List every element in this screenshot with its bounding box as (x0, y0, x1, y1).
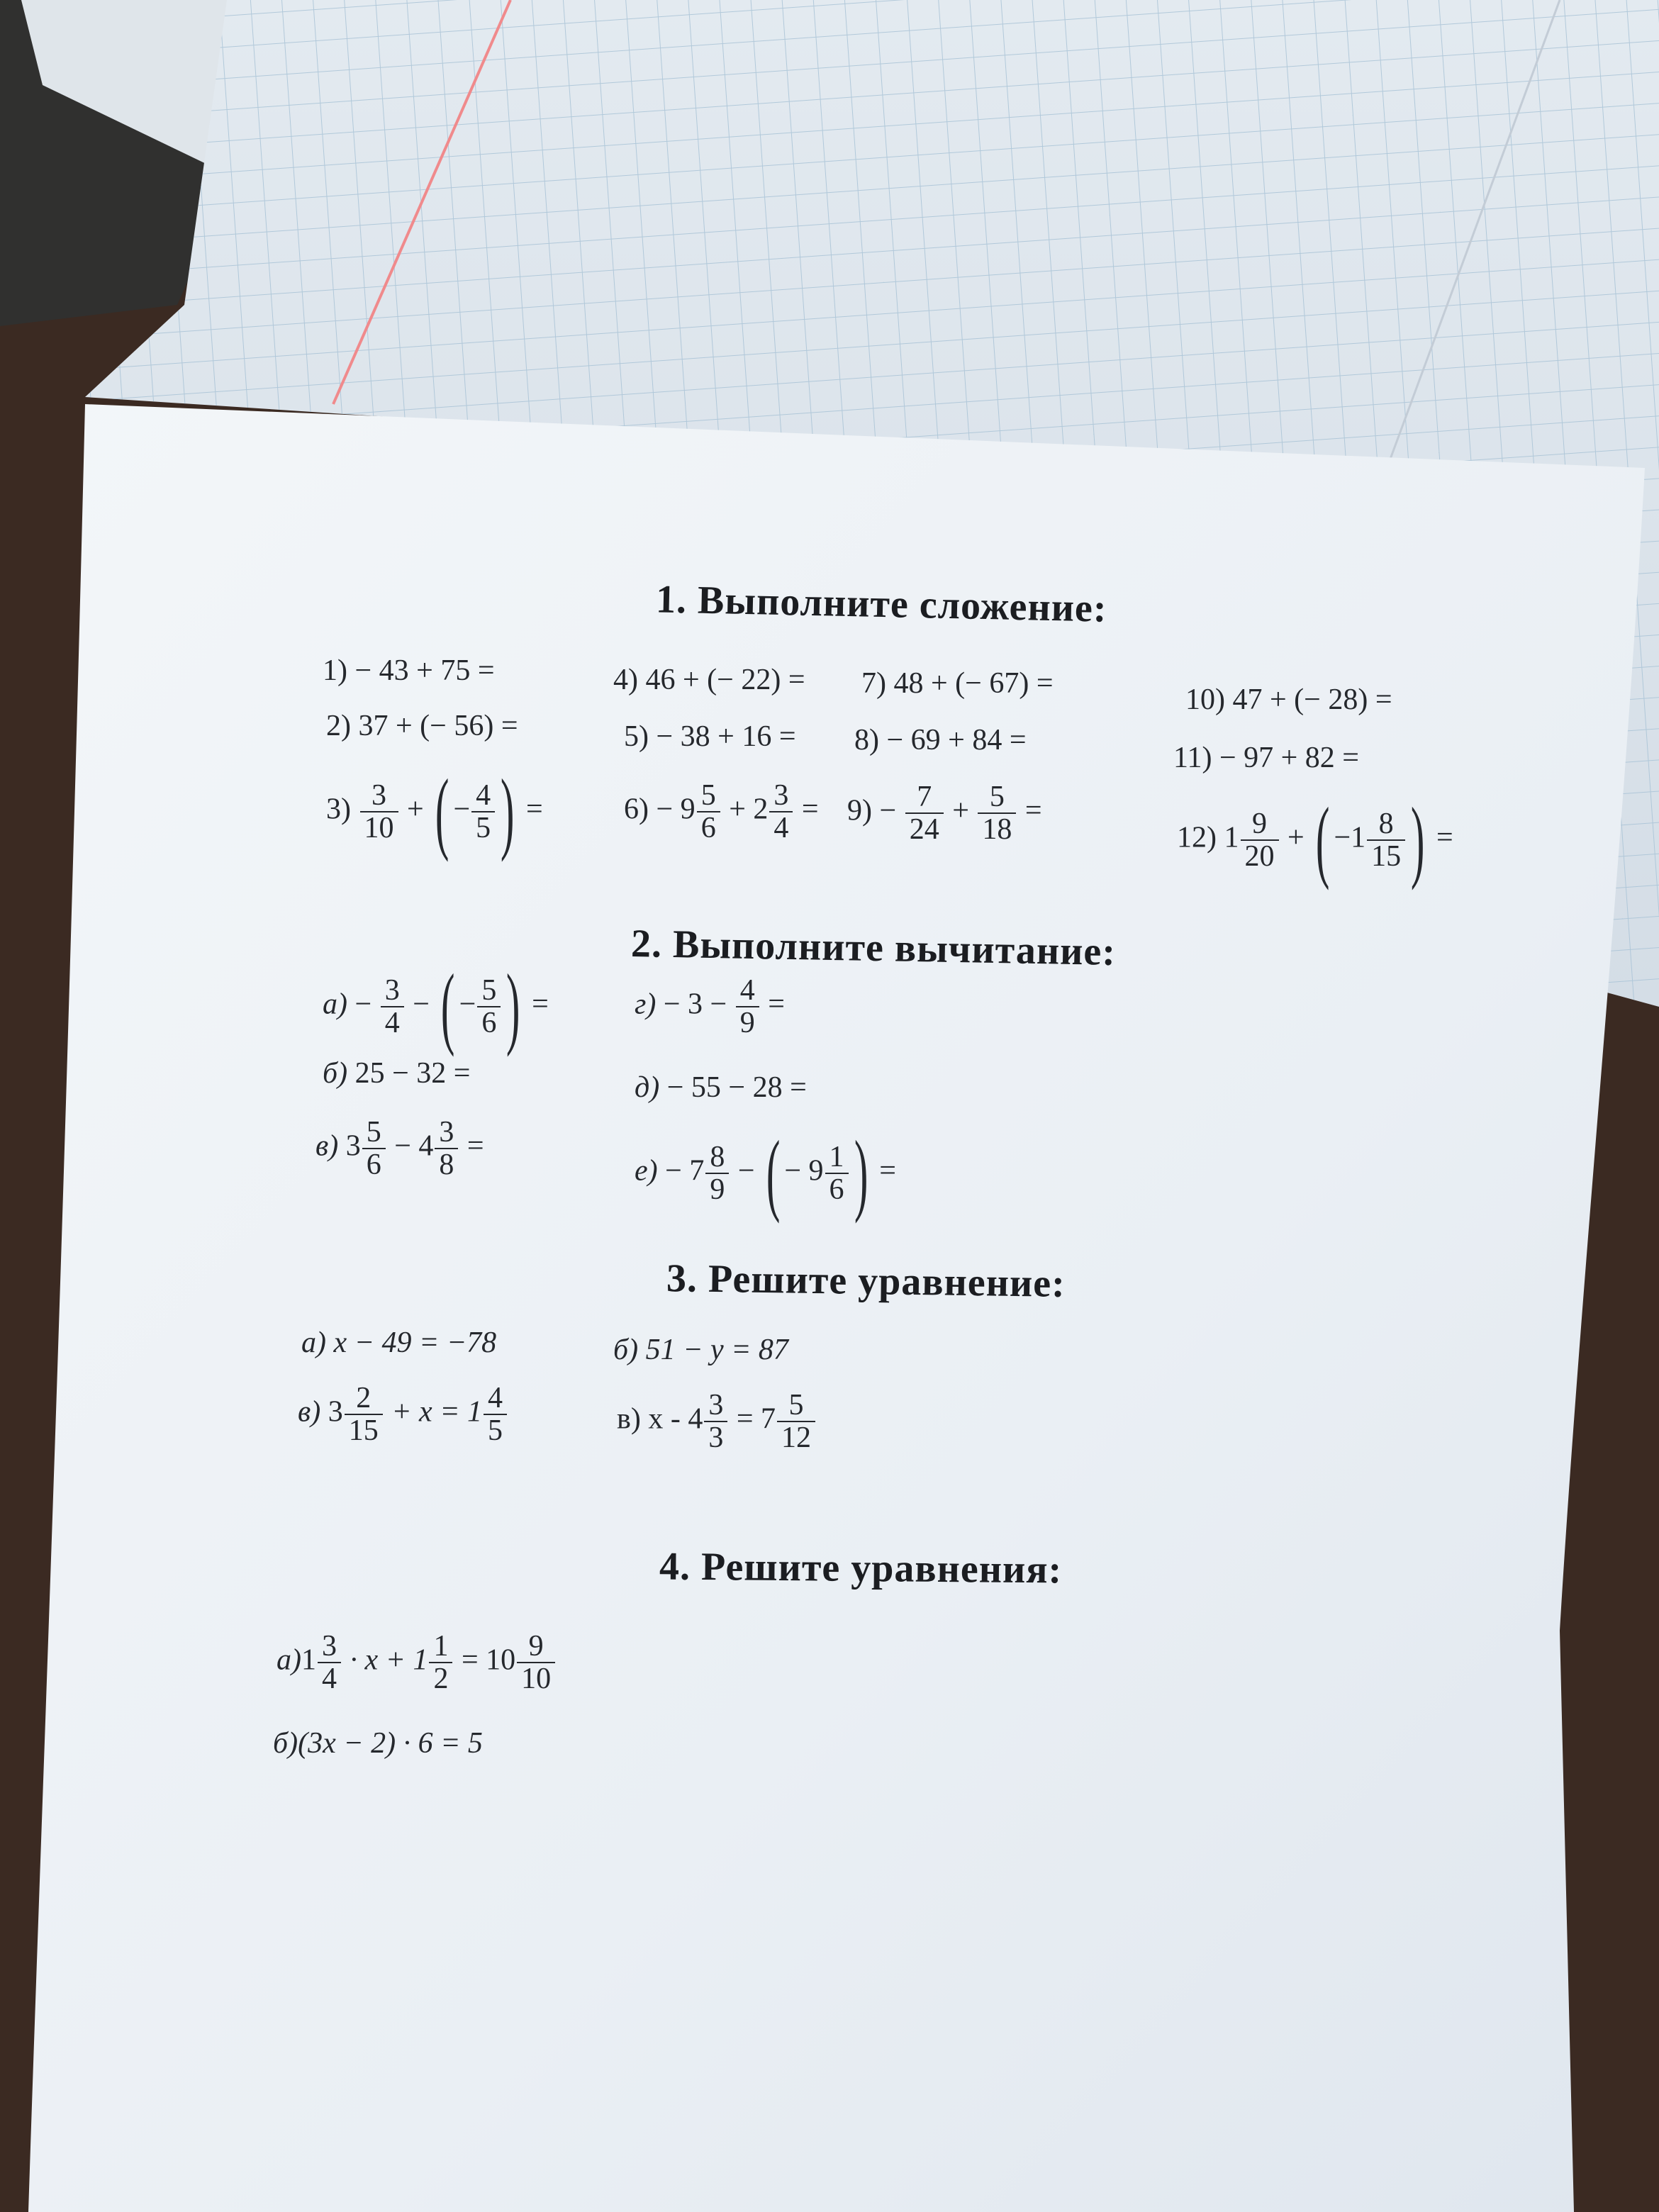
task-1-5: 5) − 38 + 16 = (624, 720, 796, 753)
fraction: $\frac{5}{6}$ (697, 780, 720, 844)
fraction: $\frac{8}{9}$ (705, 1141, 729, 1205)
task-1-4: 4) 46 + (− 22) = (613, 664, 805, 696)
fraction: $\frac{9}{20}$ (1241, 808, 1279, 872)
fraction: $\frac{3}{3}$ (704, 1390, 727, 1453)
fraction: $\frac{5}{6}$ (477, 975, 501, 1039)
task-3-v1: в) 3 $\frac{2}{15}$ + x = 1 $\frac{4}{5}$ (298, 1382, 508, 1446)
task-1-9: 9) − $\frac{7}{24}$ + $\frac{5}{18}$ = (847, 781, 1042, 847)
section-3-title: 3. Решите уравнение: (666, 1256, 1066, 1306)
fraction: $\frac{9}{10}$ (517, 1631, 555, 1694)
task-1-8: 8) − 69 + 84 = (854, 724, 1027, 756)
fraction: $\frac{3}{4}$ (318, 1631, 341, 1694)
fraction: $\frac{8}{15}$ (1367, 808, 1405, 872)
task-1-2: 2) 37 + (− 56) = (326, 710, 518, 742)
task-4-a: а)1 $\frac{3}{4}$ · x + 1 $\frac{1}{2}$ = 10 $\frac{9}{10}$ (276, 1631, 557, 1694)
fraction: $\frac{2}{15}$ (345, 1382, 383, 1446)
task-1-6: 6) − 9 $\frac{5}{6}$ + 2 $\frac{3}{4}$ = (624, 779, 819, 845)
section-1-title: 1. Выполните сложение: (655, 577, 1108, 631)
task-3-v2: в) x - 4 $\frac{3}{3}$ = 7 $\frac{5}{12}$ (617, 1390, 817, 1453)
task-1-12: 12) 1 $\frac{9}{20}$ + ( −1 $\frac{8}{15}$ ) = (1177, 789, 1453, 891)
task-4-b: б)(3x − 2) · 6 = 5 (273, 1727, 483, 1760)
fraction: $\frac{1}{2}$ (429, 1631, 452, 1694)
fraction: $\frac{3}{4}$ (769, 780, 793, 844)
fraction: $\frac{3}{10}$ (360, 780, 398, 844)
task-2-b: б) 25 − 32 = (323, 1057, 471, 1090)
task-3-a: а) x − 49 = −78 (301, 1326, 497, 1359)
task-2-v: в) 3 $\frac{5}{6}$ − 4 $\frac{3}{8}$ = (315, 1116, 484, 1182)
fraction: $\frac{4}{5}$ (471, 780, 495, 844)
fraction: $\frac{5}{12}$ (777, 1390, 815, 1453)
fraction: $\frac{4}{9}$ (736, 975, 759, 1039)
task-1-11: 11) − 97 + 82 = (1173, 742, 1359, 774)
task-2-g: г) − 3 − $\frac{4}{9}$ = (635, 974, 785, 1040)
section-2-title: 2. Выполните вычитание: (630, 922, 1117, 974)
task-2-a: а) − $\frac{3}{4}$ − ( − $\frac{5}{6}$ ) = (323, 956, 549, 1058)
task-1-10: 10) 47 + (− 28) = (1185, 683, 1392, 716)
task-1-3: 3) $\frac{3}{10}$ + ( − $\frac{4}{5}$ ) = (326, 761, 543, 863)
fraction: $\frac{3}{4}$ (381, 975, 404, 1039)
fraction: $\frac{1}{6}$ (825, 1141, 849, 1205)
task-2-e: е) − 7 $\frac{8}{9}$ − ( − 9 $\frac{1}{6}$ ) = (635, 1122, 896, 1224)
task-2-d: д) − 55 − 28 = (635, 1071, 807, 1104)
fraction: $\frac{5}{6}$ (362, 1117, 386, 1180)
task-3-b: б) 51 − y = 87 (613, 1334, 788, 1366)
fraction: $\frac{4}{5}$ (484, 1382, 507, 1446)
fraction: $\frac{3}{8}$ (435, 1117, 458, 1180)
task-1-1: 1) − 43 + 75 = (323, 654, 495, 687)
section-4-title: 4. Решите уравнения: (659, 1544, 1063, 1592)
task-1-7: 7) 48 + (− 67) = (861, 667, 1054, 700)
fraction: $\frac{7}{24}$ (905, 781, 944, 845)
fraction: $\frac{5}{18}$ (978, 781, 1016, 845)
